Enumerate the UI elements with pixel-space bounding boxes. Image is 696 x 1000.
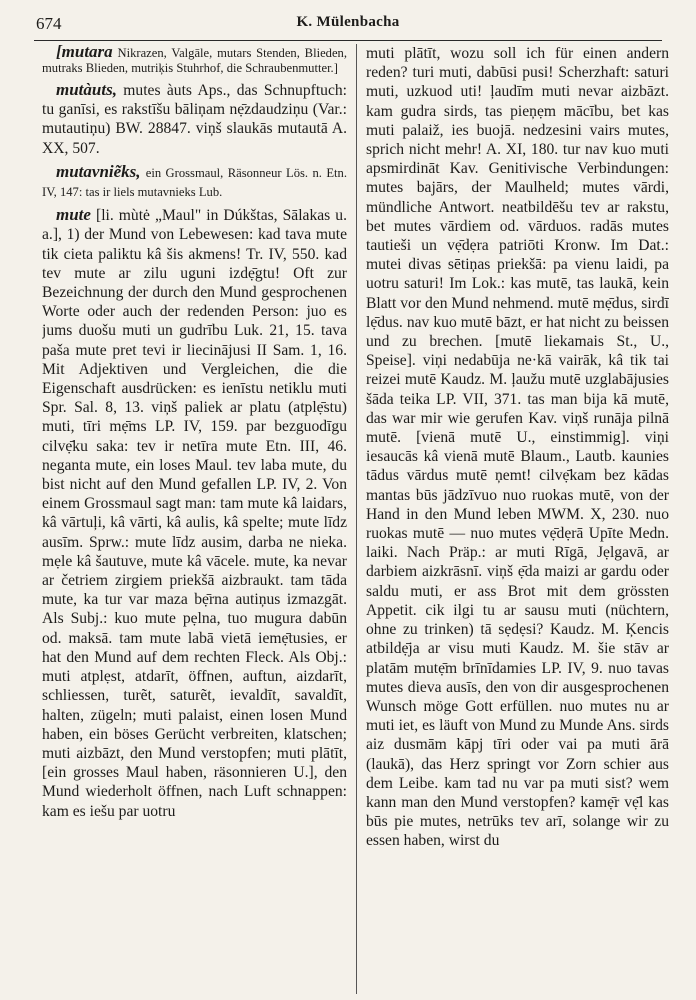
entry-text: Nikrazen, Valgāle, mutars Stenden, Blieden, mutraks Blieden, mutriķis Stuhrhof, die Schraubenmutter.] — [42, 46, 347, 75]
page-number: 674 — [36, 14, 62, 33]
left-column — [42, 44, 347, 994]
headword: [mutara — [56, 44, 113, 61]
running-head: K. Mülenbacha — [296, 14, 400, 30]
entry-mute — [42, 205, 347, 821]
header-rule — [34, 40, 662, 41]
entry-mutauts — [42, 80, 347, 158]
headword: mute — [56, 205, 91, 225]
page-header — [36, 14, 660, 38]
entry-mutara — [42, 44, 347, 76]
column-divider — [356, 44, 357, 994]
entry-text: ein Grossmaul, Räsonneur Lös. n. Etn. IV, 147: tas ir liels mutavnieks Lub. — [42, 165, 347, 200]
entry-mutavnieks — [42, 162, 347, 201]
right-column — [366, 44, 669, 994]
right-column-text: muti plātīt, wozu soll ich für einen andern reden? turi muti, dabūsi pusi! Scherzhaft: saturi muti, uzkuod uti! ļaudīm muti nevar aizbāzt. kam gudra sirds, tas pieņẹm mācību, bet kas muti palaiž, ies buojā. nedzesini vairs mutes, sprich nicht mehr! A. XI, 180. tur nav kuo muti apsmirdināt Kav. Genitivische Verbindungen: mutes bajārs, der Maulheld; mutes vārdi, mündliche Antwort. neatbildēšu tev ar rakstu, bet mutes vārdiem od. vārduos. radās mutes tautieši un vẹ̄dẹra patriōti Kronw. Im Dat.: mutei divas sētiņas priekšā: pa vienu laidi, pa uotru saturi! Im Lok.: kas mutē, tas laukā, kein Blatt vor den Mund nehmend. mutē mẹ̄dus, sirdī lẹ̄dus. nav kuo mutē bāzt, er hat nicht zu beissen und zu brechen. [mutē liekamais St., U., Speise]. viņi nedabūja ne·kā vairāk, kâ tik tai reizei mutē Kaudz. M. ļaužu mutē uzglabājusies šāda teika LP. VII, 371. tas man bija kā mutē, das war mir wie gerufen Kav. viņš runāja pilnā mutē. [vienā mutē U., einstimmig]. viņi iesaucās kâ vienā mutē Blaum., Lautb. kaunies tādus vārdus mutē ņemt! cilvẹ̄kam bez kādas mantas būs jādzīvuo nuo ruokas mutē, von der Hand in den Mund leben MWM. X, 230. nuo ruokas mutē — nuo mutes vẹ̄dẹrā Upīte Medn. laiki. Nach Präp.: ar muti Rīgā, Jẹlgavā, ar darbiem aizkrāsnī. viņš ẹ̄da maizi ar gardu oder saldu muti, er ass Brot mit dem grössten Appetit. cik ilgi tu ar sausu muti (nüchtern, ohne zu trinken) tā sẹdẹsi? Kaudz. M. Ķencis atbildẹ̄ja ar visu muti Kaudz. M. šie stāv ar platām mutẹ̄m brīnīdamies LP. IV, 9. nuo tavas mutes dieva ausīs, den von dir ausgesprochenen Wunsch möge Gott erfüllen. nuo mutes nu ar muti iet, es läuft von Mund zu Munde Ans. sirds aiz dusmām kāpj tīri oder vai pa muti ārā (laukā), das Herz springt vor Zorn schier aus dem Leibe. kam tad nu var pa muti sist? wem kann man den Mund verstopfen? kamẹ̄r vẹ̄l kas būs pie mutes, netrūks tev arī, solange wir zu essen haben, wirst du — [366, 45, 669, 850]
entry-text: mutes àuts Aps., das Schnupftuch: tu ganīsi, es rakstīšu bāliņam nẹ̄zdaudziņu (Var.: mutautiņu) BW. 28847. viņš slaukās mutautā A. XX, 507. — [42, 82, 347, 157]
entry-text: [li. mùtė „Maul" in Dúkštas, Sālakas u. a.], 1) der Mund von Lebewesen: kad tava mute tik cieta paliktu kâ šis akmens! Tr. IV, 550. kad tev mute ar zilu uguni izdẹ̄gtu! Oft zur Bezeichnung der durch den Mund gesprochenen Worte oder auch der redenden Person: juo es jums duošu muti un gudrību Luk. 21, 15. tava paša mute pret tevi ir liecinājusi II Sam. 1, 16. Mit Adjektiven und Vergleichen, die die Eigenschaft ausdrücken: es ienīstu netiklu muti Spr. Sal. 8, 13. viņš paliek ar platu (atplẹ̄stu) muti, tīri mẹ̄ms LP. IV, 159. par bezguodīgu cilvẹ̄ku saka: tev ir netīra mute Etn. III, 46. neganta mute, ein loses Maul. tev laba mute, du bist nicht auf den Mund gefallen LP. IV, 2. Von einem Grossmaul sagt man: tam mute kâ laidars, kâ vārtuļi, kâ vārti, kâ aulis, kâ spelte; mute līdz ausīm. Sprw.: mute līdz ausim, darba ne nieka. mẹle kâ šautuve, mute kâ vācele. mute, ka nevar ar četriem zirgiem priekšā aizbraukt. tam tāda mute, ka tur var maza bẹ̄rna autiņus izmazgāt. Als Subj.: kuo mute pẹlna, tuo mugura dabūn od. maksā. tam mute labā vietā iemẹ̄tusies, er hat den Mund auf dem rechten Fleck. Als Obj.: muti atplẹst, atdarīt, öffnen, auftun, aizdarīt, schliessen, turẽt, saturẽt, ievaldīt, savaldīt, halten, zügeln; muti palaist, einen losen Mund haben, ein böses Gerücht verbreiten, klatschen; muti aizbāzt, den Mund verstopfen; muti plātīt, [ein grosses Maul haben, räsonnieren U.], den Mund wiederholt öffnen, nach Luft schnappen: kam es iešu par uotru — [42, 207, 347, 820]
headword: mutàuts, — [56, 80, 117, 99]
headword: mutavniẽks, — [56, 161, 141, 181]
